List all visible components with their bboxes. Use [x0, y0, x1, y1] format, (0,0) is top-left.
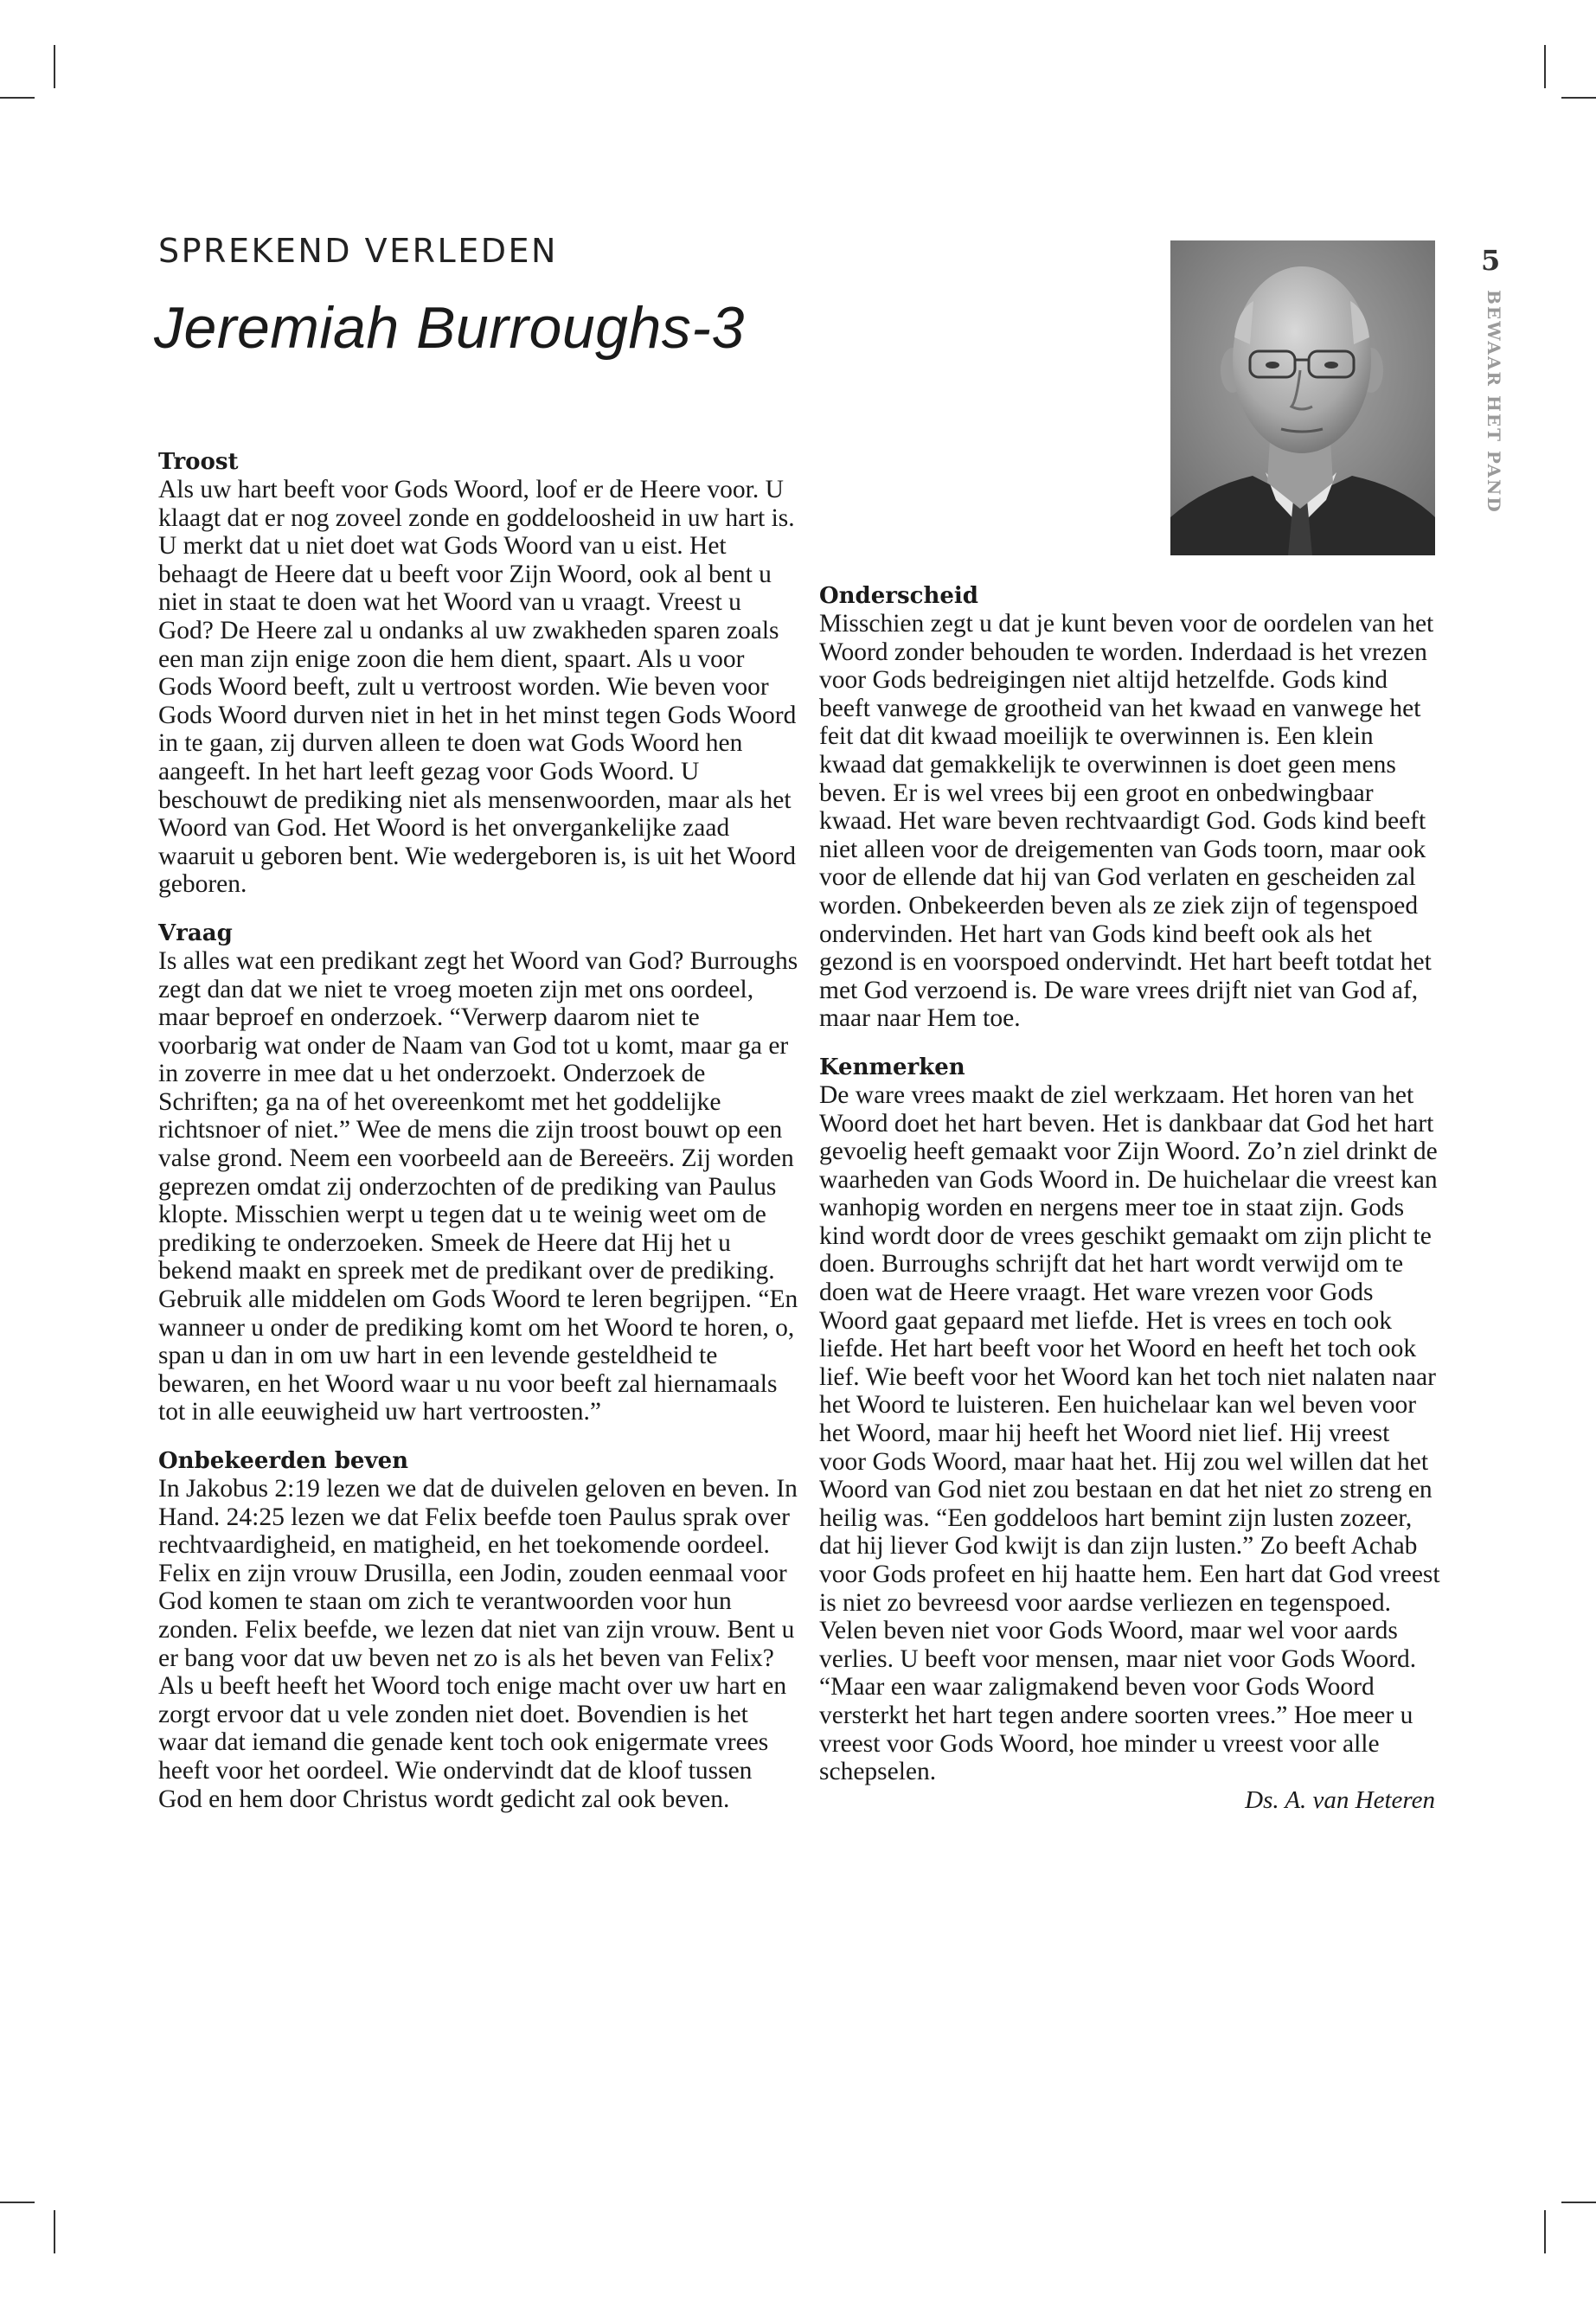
section-body: Misschien zegt u dat je kunt beven voor de oordelen van het Woord zonder behouden te worden. Inderdaad is het vrezen voor Gods bedreigingen niet altijd hetzelfde. Gods kind beeft vanwege de grootheid van het kwaad en vanwege het feit dat dit kwaad moeilijk te overwinnen is. Een klein kwaad dat gemakkelijk te overwinnen is doet geen mens beven. Er is wel vrees bij een groot en onbedwingbaar kwaad. Het ware beven rechtvaardigt God. Gods kind beeft niet alleen voor de dreigementen van Gods toorn, maar ook voor de ellende dat hij van God verlaten en gescheiden zal worden. Onbekeerden beven als ze ziek zijn of tegenspoed ondervinden. Het hart van Gods kind beeft ook als het gezond is en voorspoed ondervindt. Het hart beeft totdat het met God verzoend is. De ware vrees drijft niet van God af, maar naar Hem toe.	[819, 610, 1434, 1033]
section-kenmerken	[819, 1054, 1442, 1786]
crop-mark-bottom-left	[54, 2210, 55, 2253]
section-body: Als uw hart beeft voor Gods Woord, loof er de Heere voor. U klaagt dat er nog zoveel zonde en goddeloosheid in uw hart is. U merkt dat u niet doet wat Gods Woord van u eist. Het behaagt de Heere dat u beeft voor Zijn Woord, ook al bent u niet in staat te doen wat het Woord van u vraagt. Vreest u God? De Heere zal u ondanks al uw zwakheden sparen zoals een man zijn enige zoon die hem dient, spaart. Als u voor Gods Woord beeft, zult u vertroost worden. Wie beven voor Gods Woord durven niet in het in het minst tegen Gods Woord in te gaan, zij durven alleen te doen wat Gods Woord hen aangeeft. In het hart leeft gezag voor Gods Woord. U beschouwt de prediking niet als mensenwoorden, maar als het Woord van God. Het Woord is het onvergankelijke zaad waaruit u geboren bent. Wie wedergeboren is, is uit het Woord geboren.	[158, 476, 797, 899]
article-title: Jeremiah Burroughs-3	[154, 295, 745, 361]
section-heading: Kenmerken	[819, 1054, 965, 1080]
section-heading: Onderscheid	[819, 583, 978, 609]
author-portrait	[1170, 240, 1435, 555]
crop-mark-bottom-left-h	[0, 2202, 35, 2203]
section-onbekeerden-beven	[158, 1447, 798, 1813]
crop-mark-top-left-h	[0, 97, 35, 99]
section-body: Is alles wat een predikant zegt het Woord van God? Burroughs zegt dan dat we niet te vroeg moeten zijn met ons oordeel, maar beproef en onderzoek. “Verwerp daarom niet te voorbarig wat onder de Naam van God tot u komt, maar ga er in zoverre in mee dat u het onderzoekt. Onderzoek de Schriften; ga na of het overeenkomt met het goddelijke richtsnoer of niet.” Wee de mens die zijn troost bouwt op een valse grond. Neem een voorbeeld aan de Bereeërs. Zij worden geprezen omdat zij onderzochten of de prediking van Paulus klopte. Misschien werpt u tegen dat u te weinig weet om de prediking te onderzoeken. Smeek de Heere dat Hij het u bekend maakt en spreek met de predikant over de prediking. Gebruik alle middelen om Gods Woord te leren begrijpen. “En wanneer u onder de prediking komt om het Woord te horen, o, span u dan in om uw hart in een levende gesteldheid te bewaren, en het Woord waar u nu voor beeft zal hiernamaals tot in alle eeuwigheid uw hart vertroosten.”	[158, 946, 798, 1426]
running-title: BEWAAR HET PAND	[1484, 290, 1504, 514]
left-column	[158, 448, 798, 1834]
crop-mark-bottom-right-h	[1561, 2202, 1596, 2203]
section-heading: Troost	[158, 449, 239, 475]
crop-mark-top-right	[1544, 45, 1546, 88]
section-heading: Onbekeerden beven	[158, 1448, 409, 1474]
author-signature: Ds. A. van Heteren	[1245, 1785, 1435, 1814]
section-body: De ware vrees maakt de ziel werkzaam. Het horen van het Woord doet het hart beven. Het is dankbaar dat God het hart gevoelig heeft gemaakt voor Zijn Woord. Zo’n ziel drinkt de waarheden van Gods Woord in. De huichelaar die vreest kan wanhopig worden en nergens meer toe in staat zijn. Gods kind wordt door de vrees geschikt gemaakt om zijn plicht te doen. Burroughs schrijft dat het hart wordt verwijd om te doen wat de Heere vraagt. Het ware vrezen voor Gods Woord gaat gepaard met liefde. Het is vrees en toch ook liefde. Het hart beeft voor het Woord en heeft het toch ook lief. Wie beeft voor het Woord kan het toch niet nalaten naar het Woord te luisteren. Een huichelaar kan wel beven voor het Woord, maar hij heeft het Woord niet lief. Hij vreest voor Gods Woord, maar haat het. Hij zou wel willen dat het Woord van God niet zou bestaan en dat het niet zo streng en heilig was. “Een goddeloos hart bemint zijn lusten zozeer, dat hij liever God kwijt is dan zijn lusten.” Zo beeft Achab voor Gods profeet en hij haatte hem. Een hart dat God vreest is niet zo bevreesd voor aardse verliezen en tegenspoed. Velen beven niet voor Gods Woord, maar wel voor aards verlies. U beeft voor mensen, maar niet voor Gods Woord. “Maar een waar zaligmakend beven voor Gods Woord versterkt het hart tegen andere soorten vrees.” Hoe meer u vreest voor Gods Woord, hoe minder u vreest voor alle schepselen.	[819, 1080, 1440, 1786]
page-number: 5	[1481, 244, 1501, 277]
right-column	[819, 582, 1442, 1814]
section-onderscheid	[819, 582, 1442, 1033]
crop-mark-top-left	[54, 45, 55, 88]
section-vraag	[158, 920, 798, 1426]
section-heading: Vraag	[158, 920, 233, 946]
portrait-drawing	[1170, 240, 1435, 555]
section-label: SPREKEND VERLEDEN	[158, 232, 558, 270]
section-troost	[158, 448, 798, 899]
crop-mark-bottom-right	[1544, 2210, 1546, 2253]
crop-mark-top-right-h	[1561, 97, 1596, 99]
section-body: In Jakobus 2:19 lezen we dat de duivelen geloven en beven. In Hand. 24:25 lezen we dat Felix beefde toen Paulus sprak over rechtvaardigheid, en matigheid, en het toekomende oordeel. Felix en zijn vrouw Drusilla, een Jodin, zouden eenmaal voor God komen te staan om zich te verantwoorden voor hun zonden. Felix beefde, we lezen dat niet van zijn vrouw. Bent u er bang voor dat uw beven net zo is als het beven van Felix? Als u beeft heeft het Woord toch enige macht over uw hart en zorgt ervoor dat u vele zonden niet doet. Bovendien is het waar dat iemand die genade kent toch ook enigermate vrees heeft voor het oordeel. Wie ondervindt dat de kloof tussen God en hem door Christus wordt gedicht zal ook beven.	[158, 1475, 798, 1813]
